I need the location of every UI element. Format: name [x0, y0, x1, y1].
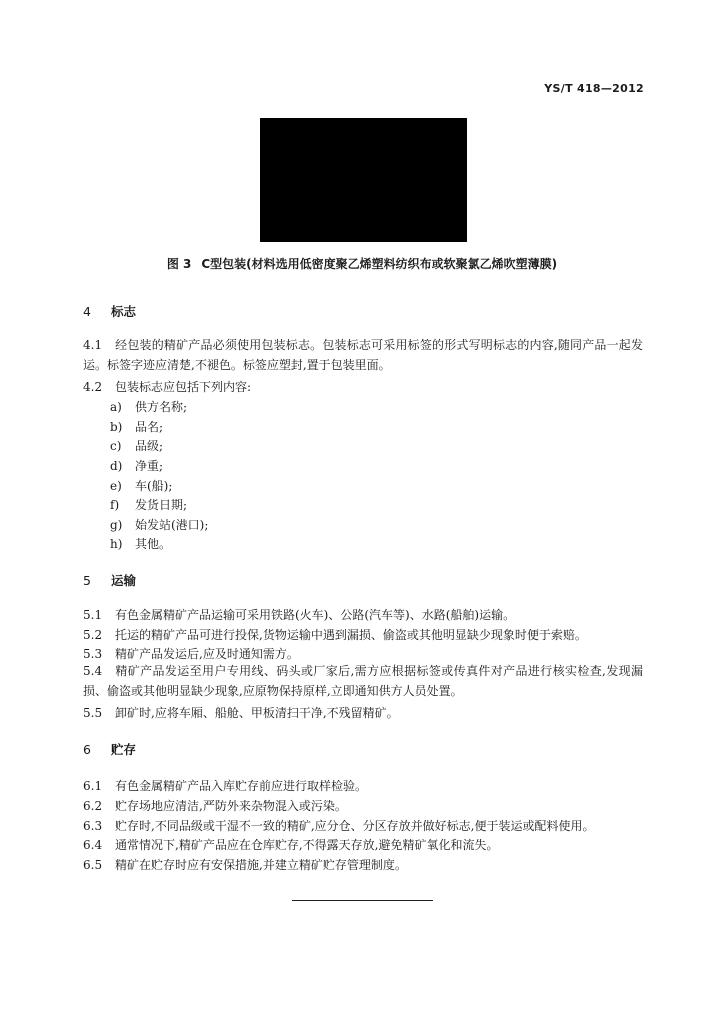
list-text: 其他。	[135, 537, 172, 551]
clause-text: 有色金属精矿产品入库贮存前应进行取样检验。	[115, 779, 368, 793]
list-item	[110, 477, 172, 494]
clause-number: 5.5	[83, 706, 103, 720]
document-code: YS/T 418—2012	[544, 82, 644, 95]
clause-5-3	[83, 645, 299, 662]
clause-number: 5.2	[83, 628, 103, 642]
clause-4-2	[83, 378, 251, 395]
end-rule	[292, 900, 433, 901]
clause-text: 托运的精矿产品可进行投保,货物运输中遇到漏损、偷盗或其他明显缺少现象时便于索赔。	[115, 628, 587, 642]
list-item	[110, 457, 163, 474]
clause-number: 6.2	[83, 799, 103, 813]
clause-5-2	[83, 626, 587, 643]
list-marker: b)	[110, 420, 123, 434]
section-heading-6	[83, 740, 136, 758]
list-item	[110, 437, 163, 454]
figure-caption-text: C型包装(材料选用低密度聚乙烯塑料纺织布或软聚氯乙烯吹塑薄膜)	[201, 257, 558, 271]
list-marker: g)	[110, 518, 123, 532]
section-title: 贮存	[111, 742, 137, 757]
clause-text: 有色金属精矿产品运输可采用铁路(火车)、公路(汽车等)、水路(船舶)运输。	[115, 608, 516, 622]
clause-text: 精矿在贮存时应有安保措施,并建立精矿贮存管理制度。	[115, 858, 407, 872]
clause-number: 4.1	[83, 338, 103, 352]
list-marker: c)	[110, 439, 122, 453]
clause-6-2	[83, 797, 347, 814]
clause-number: 6.3	[83, 819, 103, 833]
list-item	[110, 535, 171, 552]
section-heading-5	[83, 571, 136, 589]
clause-6-3	[83, 817, 594, 834]
list-text: 品名;	[135, 420, 164, 434]
clause-6-1	[83, 777, 367, 794]
figure-image	[260, 118, 467, 242]
list-marker: e)	[110, 479, 122, 493]
clause-number: 5.4	[83, 664, 103, 678]
clause-6-4	[83, 836, 498, 853]
list-item	[110, 516, 208, 533]
list-item	[110, 398, 187, 415]
section-heading-4	[83, 302, 136, 320]
clause-number: 6.5	[83, 858, 103, 872]
list-text: 品级;	[135, 439, 164, 453]
clause-text: 贮存时,不同品级或干湿不一致的精矿,应分仓、分区存放并做好标志,便于装运或配料使用。	[115, 819, 595, 833]
list-text: 发货日期;	[135, 498, 188, 512]
clause-6-5	[83, 856, 407, 873]
clause-number: 6.1	[83, 779, 103, 793]
list-text: 始发站(港口);	[135, 518, 209, 532]
figure-number: 图 3	[166, 257, 192, 271]
section-title: 运输	[111, 573, 137, 588]
section-number: 5	[83, 573, 91, 588]
list-marker: h)	[110, 537, 123, 551]
clause-number: 5.1	[83, 608, 103, 622]
clause-text: 贮存场地应清洁,严防外来杂物混入或污染。	[115, 799, 347, 813]
section-number: 6	[83, 742, 91, 757]
list-item	[110, 496, 187, 513]
list-marker: f)	[110, 498, 120, 512]
clause-5-4	[83, 661, 643, 701]
clause-number: 5.3	[83, 647, 103, 661]
clause-text: 卸矿时,应将车厢、船舱、甲板清扫干净,不残留精矿。	[115, 706, 399, 720]
clause-5-1	[83, 606, 515, 623]
list-item	[110, 418, 163, 435]
clause-number: 4.2	[83, 380, 103, 394]
list-text: 车(船);	[135, 479, 173, 493]
list-marker: d)	[110, 459, 123, 473]
clause-text: 精矿产品发运后,应及时通知需方。	[115, 647, 299, 661]
clause-text: 通常情况下,精矿产品应在仓库贮存,不得露天存放,避免精矿氧化和流失。	[115, 838, 499, 852]
section-number: 4	[83, 304, 91, 319]
clause-5-5	[83, 704, 399, 721]
clause-text: 包装标志应包括下列内容:	[115, 380, 252, 394]
list-text: 供方名称;	[135, 400, 188, 414]
figure-caption	[0, 255, 724, 272]
section-title: 标志	[111, 304, 137, 319]
clause-text: 经包装的精矿产品必须使用包装标志。包装标志可采用标签的形式写明标志的内容,随同产品一起发运。标签字迹应清楚,不褪色。标签应塑封,置于包装里面。	[83, 338, 643, 372]
list-marker: a)	[110, 400, 122, 414]
list-text: 净重;	[135, 459, 164, 473]
clause-number: 6.4	[83, 838, 103, 852]
clause-text: 精矿产品发运至用户专用线、码头或厂家后,需方应根据标签或传真件对产品进行核实检查,发现漏损、偷盗或其他明显缺少现象,应原物保持原样,立即通知供方人员处置。	[83, 664, 643, 698]
clause-4-1	[83, 335, 643, 375]
